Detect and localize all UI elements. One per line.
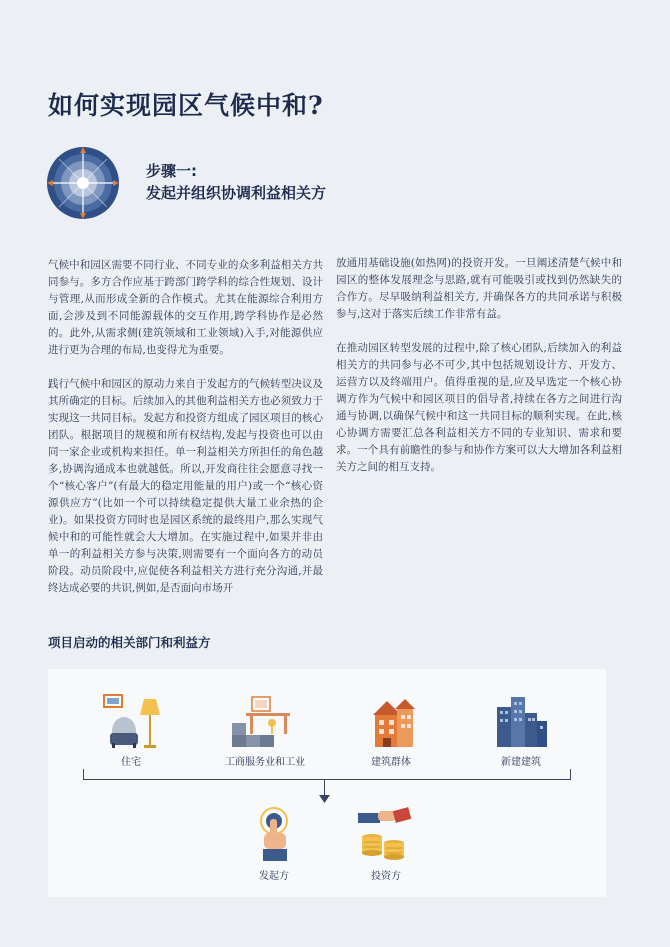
- node-label: 建筑群体: [371, 757, 411, 768]
- initiator-hand-icon: [250, 807, 298, 863]
- paragraph: 放通用基础设施(如热网)的投资开发。一旦阐述清楚气候中和园区的整体发展理念与思路,就有可能吸引或找到仍然缺失的合作方。尽早吸纳利益相关方, 并确保各方的共同承诺与积极参与,这对于落实后续工作非常有益。: [336, 257, 622, 320]
- stakeholder-diagram: [48, 669, 606, 897]
- connector-line: [570, 769, 571, 779]
- paragraph: 气候中和园区需要不同行业、不同专业的众多利益相关方共同参与。多方合作应基于跨部门跨学科的综合性规划、设计与管理,从而形成全新的合作模式。尤其在能源综合利用方面,会涉及到不同能源载体的交互作用,跨学科协作是必然的。此外,从需求侧(建筑领域和工业领域)入手,对能源供应进行更为合理的布局,也变得尤为重要。: [48, 259, 323, 356]
- paragraph: 践行气候中和园区的原动力来自于发起方的气候转型决议及其所确定的目标。后续加入的其他利益相关方也必须致力于实现这一共同目标。发起方和投资方组成了园区项目的核心团队。根据项目的规模和所有权结构,发起与投资也可以由同一家企业或机构来担任。单一利益相关方所担任的角色越多,协调沟通成本也就越低。所以,开发商往往会愿意寻找一个“核心客户”(有最大的稳定用能量的用户)或一个“核心资源供应方”(比如一个可以持续稳定提供大量工业余热的企业)。如果投资方同时也是园区系统的最终用户,那么实现气候中和的可能性就会大大增加。在实施过程中,如果并非由单一的利益相关方参与决策,则需要有一个面向各方的动员阶段。动员阶段中,应促使各利益相关方进行充分沟通,并最终达成必要的共识,例如,是否面向市场开: [48, 378, 323, 594]
- node-label: 住宅: [121, 757, 141, 768]
- residential-icon: [100, 693, 162, 749]
- node-label: 投资方: [371, 871, 401, 882]
- body-column-left: [48, 257, 323, 614]
- new-buildings-icon: [491, 693, 551, 749]
- step-heading: [146, 160, 326, 204]
- paragraph: 在推动园区转型发展的过程中,除了核心团队,后续加入的利益相关方的共同参与必不可少,其中包括规划设计方、开发方、运营方以及终端用户。值得重视的是,应及早选定一个核心协调方作为气候中和园区项目的倡导者,持续在各方之间进行沟通与协调,以确保气候中和这一共同目标的顺利实现。在此,核心协调方需要汇总各利益相关方不同的专业知识、需求和要求。一个具有前瞻性的参与和协作方案可以大大增加各利益相关方之间的相互支持。: [336, 342, 622, 473]
- node-new-buildings: [466, 693, 576, 768]
- building-group-icon: [361, 693, 421, 749]
- node-initiator: [219, 807, 329, 882]
- body-column-right: [336, 255, 622, 493]
- step-label: 步骤一:: [146, 162, 197, 180]
- node-label: 新建建筑: [501, 757, 541, 768]
- node-label: 工商服务业和工业: [225, 757, 305, 768]
- arrow-down-icon: [319, 795, 330, 803]
- diagram-heading: 项目启动的相关部门和利益方: [48, 635, 211, 650]
- connector-line: [83, 769, 84, 779]
- node-commerce-industry: [210, 693, 320, 768]
- node-label: 发起方: [259, 871, 289, 882]
- commerce-industry-icon: [230, 693, 300, 749]
- investor-money-icon: [354, 807, 418, 863]
- step-target-icon: [46, 146, 120, 220]
- step-title: 发起并组织协调利益相关方: [146, 184, 327, 202]
- node-investor: [331, 807, 441, 882]
- connector-line: [83, 779, 571, 780]
- node-building-group: [336, 693, 446, 768]
- page-title: 如何实现园区气候中和?: [48, 91, 324, 120]
- node-residential: [76, 693, 186, 768]
